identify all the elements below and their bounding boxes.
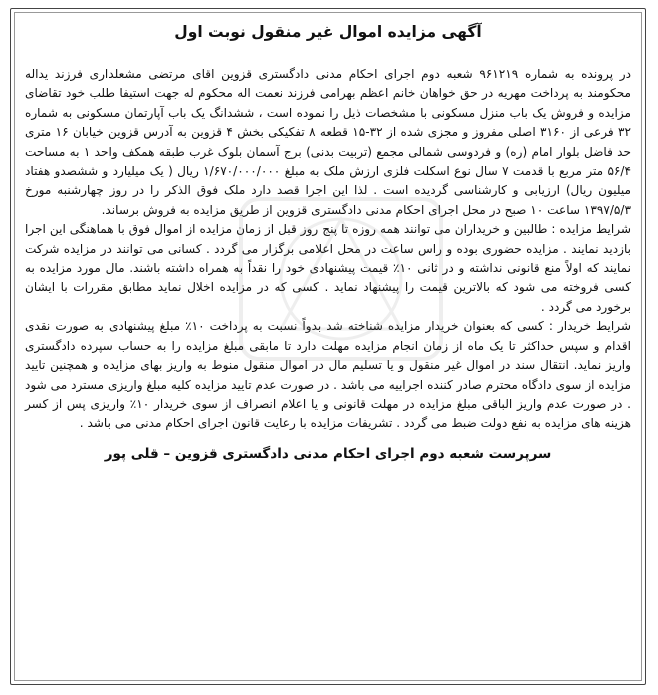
notice-title: آگهی مزایده اموال غیر منقول نوبت اول (174, 23, 482, 41)
auction-notice (10, 8, 646, 685)
notice-paragraph-auction-conditions: شرایط مزایده : طالبین و خریداران می توانند همه روزه تا پنج روز قبل از زمان مزایده از اموال فوق با هماهنگی این اجرا بازدید نمایند . مزایده حضوری بوده و راس ساعت در محل اعلامی برگزار می گردد . کسانی می توانند در مزایده شرکت نمایند که اولاً منع قانونی نداشته و در ثانی ۱۰٪ قیمت پیشنهادی خود را نقداً به همراه داشته باشند. مال مورد مزایده به کسی فروخته می شود که بالاترین قیمت را پیشنهاد نماید . کسی که در مزایده اخلال نماید مطابق مقررات با ایشان برخورد می گردد . (25, 222, 631, 314)
notice-paragraph-case: در پرونده به شماره ۹۶۱۲۱۹ شعبه دوم اجرای احکام مدنی دادگستری قزوین اقای مرتضی مشعلداری فرزند یداله محکومند به پرداخت مهریه در حق خواهان خانم اعظم بهرامی فرزند نعمت اله محکوم له جهت استیفا طلب خود تقاضای مزایده و فروش یک باب منزل مسکونی با مشخصات ذیل را نموده است ، ششدانگ یک باب آپارتمان مسکونی به شماره ۳۲ فرعی از ۳۱۶۰ اصلی مفروز و مجزی شده از ۳۲-۱۵ قطعه ۸ تفکیکی بخش ۴ قزوین به آدرس قزوین خیابان ۱۶ متری حد فاضل بلوار امام (ره) و فردوسی شمالی مجمع (تربیت بدنی) برج آسمان بلوک غرب طبقه همکف واحد ۱ به مساحت ۵۶/۴ متر مربع با قدمت ۷ سال نوع اسکلت فلزی ارزش ملک به مبلغ ۱/۶۷۰/۰۰۰/۰۰۰ ریال ( یک میلیارد و ششصدو هفتاد میلیون ریال) ارزیابی و کارشناسی گردیده است . لذا این اجرا قصد دارد ملک فوق الذکر را در روز چهارشنبه مورخ ۱۳۹۷/۵/۳ ساعت ۱۰ صبح در محل اجرای احکام مدنی دادگستری قزوین از طریق مزایده به فروش برساند. (25, 67, 632, 217)
notice-paragraph-buyer-conditions: شرایط خریدار : کسی که بعنوان خریدار مزایده شناخته شد بدواً نسبت به پرداخت ۱۰٪ مبلغ پیشنهادی به صورت نقدی اقدام و سپس حداکثر تا یک ماه از زمان انجام مزایده مهلت دارد تا مابقی مبلغ مزایده را به حساب سپرده دادگستری واریز نماید. انتقال سند در اموال غیر منقول و یا تسلیم مال در اموال منقول منوط به واریز بهای مزایده و همچنین تایید مزایده از سوی دادگاه محترم صادر کننده اجراییه می باشد . در صورت عدم تایید مزایده کلیه مبلغ واریزی مسترد می شود . در صورت عدم واریز الباقی مبلغ مزایده در مهلت قانونی و یا اعلام انصراف از سوی خریدار ۱۰٪ واریزی پس از کسر هزینه های مزایده به نفع دولت ضبط می گردد . تشریفات مزایده با رعایت قانون اجرای احکام مدنی می باشد . (25, 319, 632, 431)
notice-signature: سرپرست شعبه دوم اجرای احکام مدنی دادگستری قزوین – قلی پور (104, 445, 552, 462)
